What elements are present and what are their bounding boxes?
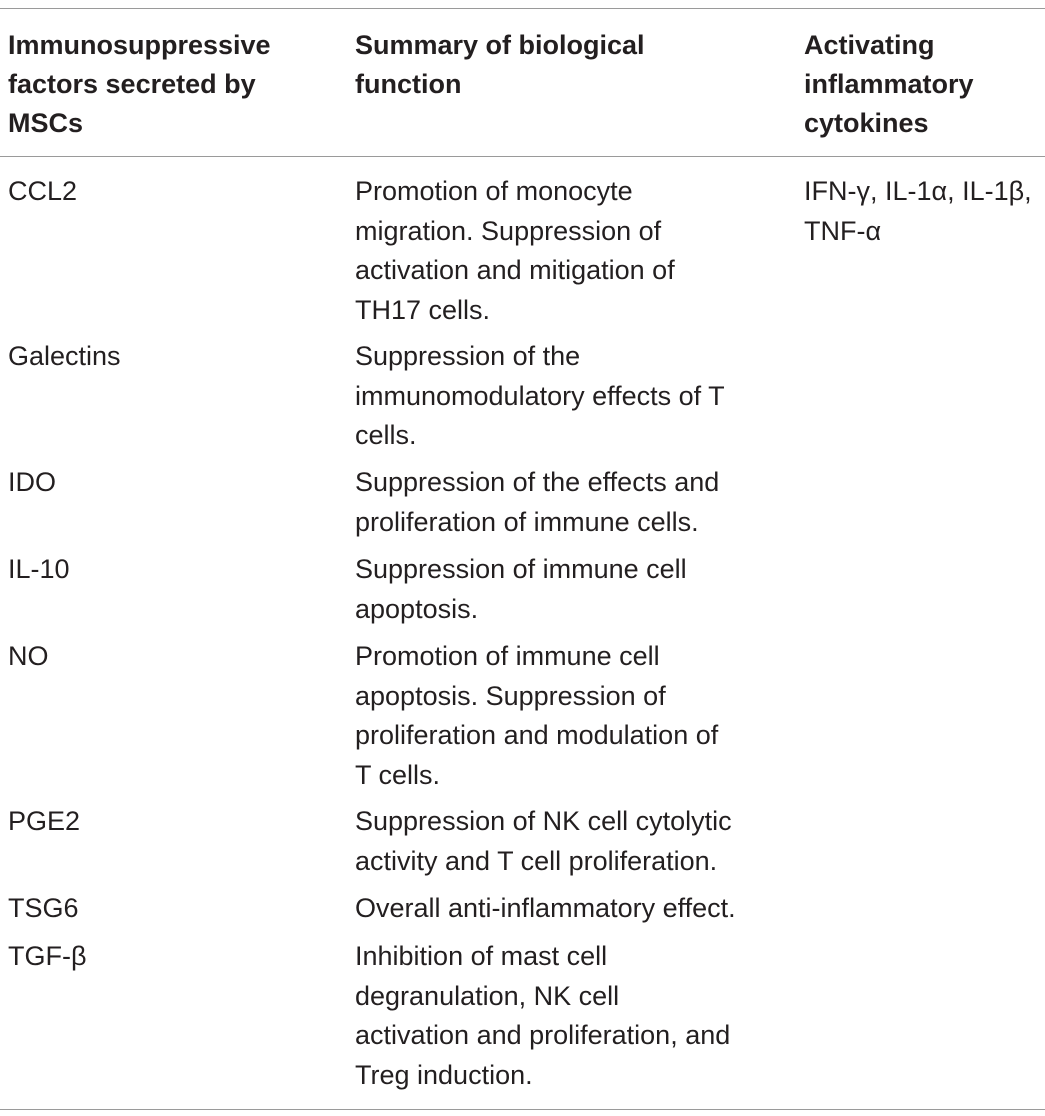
factor-cell: IL-10	[8, 554, 70, 584]
function-line: apoptosis. Suppression of	[355, 680, 666, 711]
function-line: Suppression of immune cell	[355, 554, 687, 584]
function-line: activation and proliferation, and	[355, 1020, 731, 1051]
header-factors-line: factors secreted by	[8, 69, 256, 99]
header-rule	[0, 156, 1045, 157]
factor-cell: TGF-β	[8, 941, 87, 971]
function-line: TH17 cells.	[355, 294, 491, 325]
factor-cell: NO	[8, 641, 49, 671]
function-line: Overall anti-inflammatory effect.	[355, 893, 736, 923]
function-line: proliferation and modulation of	[355, 720, 719, 751]
function-line: immunomodulatory effects of T	[355, 380, 725, 411]
header-factors	[8, 26, 328, 143]
function-line: cells.	[355, 420, 417, 451]
factor-cell: TSG6	[8, 893, 79, 923]
function-line: T cells.	[355, 759, 441, 790]
header-cytokines-line: Activating	[804, 30, 935, 60]
function-line: activation and mitigation of	[355, 255, 675, 286]
function-cell	[355, 637, 755, 795]
header-function-line: function	[355, 69, 462, 99]
header-cytokines-line: inflammatory	[804, 69, 974, 99]
function-line: degranulation, NK cell	[355, 980, 620, 1011]
cytokines-cell	[804, 172, 1045, 251]
function-line: apoptosis.	[355, 593, 479, 624]
function-line: Suppression of the	[355, 341, 581, 371]
function-cell	[355, 337, 755, 456]
function-cell	[355, 937, 755, 1095]
table-bottom-rule	[0, 1109, 1045, 1110]
function-cell	[355, 172, 755, 330]
header-function	[355, 26, 715, 104]
function-line: Treg induction.	[355, 1059, 533, 1090]
header-factors-line: Immunosuppressive	[8, 30, 271, 60]
header-cytokines	[804, 26, 1039, 143]
function-cell	[355, 889, 755, 929]
function-cell	[355, 550, 755, 629]
header-factors-line: MSCs	[8, 108, 84, 138]
function-line: migration. Suppression of	[355, 215, 662, 246]
function-cell	[355, 802, 755, 881]
function-line: Suppression of NK cell cytolytic	[355, 806, 732, 836]
function-line: Promotion of immune cell	[355, 641, 660, 671]
factor-cell: PGE2	[8, 806, 81, 836]
header-cytokines-line: cytokines	[804, 108, 929, 138]
factor-cell: CCL2	[8, 176, 78, 206]
factor-cell: IDO	[8, 467, 57, 497]
function-line: Promotion of monocyte	[355, 176, 633, 206]
header-function-line: Summary of biological	[355, 30, 645, 60]
factor-cell: Galectins	[8, 341, 121, 371]
function-line: Inhibition of mast cell	[355, 941, 608, 971]
cytokines-line: TNF-α	[804, 215, 882, 246]
table-top-rule	[0, 8, 1045, 9]
function-line: activity and T cell proliferation.	[355, 845, 718, 876]
function-line: proliferation of immune cells.	[355, 506, 699, 537]
cytokines-line: IFN-γ, IL-1α, IL-1β,	[804, 176, 1032, 206]
function-line: Suppression of the effects and	[355, 467, 720, 497]
function-cell	[355, 463, 755, 542]
